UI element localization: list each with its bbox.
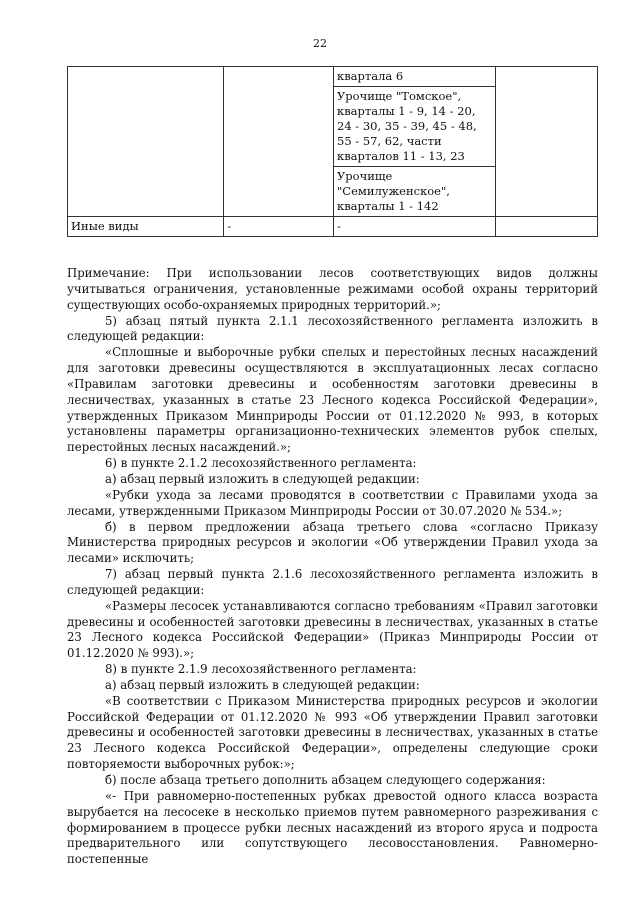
table-cell: Урочище "Томское", кварталы 1 - 9, 14 - 20, 24 - 30, 35 - 39, 45 - 48, 55 - 57, 62, части кварталов 11 - 13, 23	[334, 87, 496, 167]
table-cell: квартала 6	[334, 67, 496, 87]
note-paragraph: Примечание: При использовании лесов соответствующих видов должны учитываться ограничения, установленные режимами особой охраны территорий существующих особо-охраняемых природных территорий.»;	[67, 266, 598, 312]
document-body	[67, 266, 598, 868]
quoted-paragraph: «Рубки ухода за лесами проводятся в соответствии с Правилами ухода за лесами, утвержденными Приказом Минприроды России от 30.07.2020 № 534.»;	[67, 487, 598, 518]
paragraph: а) абзац первый изложить в следующей редакции:	[105, 677, 420, 692]
table-cell: -	[224, 217, 334, 237]
table-cell: -	[334, 217, 496, 237]
quoted-paragraph: «- При равномерно-постепенных рубках древостой одного класса возраста вырубается на лесосеке в несколько приемов путем равномерного разреживания с формированием в процессе рубки лесных насаждений из второго яруса и подроста предварительного или сопутствующего лесовосстановления. Равномерно-постепенные	[67, 788, 598, 867]
paragraph: 7) абзац первый пункта 2.1.6 лесохозяйственного регламента изложить в следующей редакции:	[67, 567, 598, 597]
table-cell: Иные виды	[68, 217, 224, 237]
paragraph: 5) абзац пятый пункта 2.1.1 лесохозяйственного регламента изложить в следующей редакции:	[67, 313, 598, 344]
paragraph: б) после абзаца третьего дополнить абзацем следующего содержания:	[105, 773, 546, 787]
quoted-paragraph: «Размеры лесосек устанавливаются согласно требованиям «Правил заготовки древесины и особенностей заготовки древесины в лесничествах, указанных в статье 23 Лесного кодекса Российской Федерации» (Приказ Минприроды России от 01.12.2020 № 993).»;	[67, 598, 598, 661]
quoted-paragraph: «В соответствии с Приказом Министерства природных ресурсов и экологии Российской Федерации от 01.12.2020 № 993 «Об утверждении Правил заготовки древесины и особенностей заготовки древесины в лесничествах, указанных в статье 23 Лесного кодекса Российской Федерации», определены следующие сроки повторяемости выборочных рубок:»;	[67, 693, 598, 772]
paragraph: б) в первом предложении абзаца третьего слова «согласно Приказу Министерства природных ресурсов и экологии «Об утверждении Правил ухода за лесами» исключить;	[67, 519, 598, 566]
table-cell	[68, 67, 224, 217]
table-row	[68, 217, 598, 237]
page-number: 22	[313, 37, 327, 50]
paragraph: а) абзац первый изложить в следующей редакции:	[105, 471, 420, 486]
table-cell	[496, 67, 598, 217]
quoted-paragraph: «Сплошные и выборочные рубки спелых и перестойных лесных насаждений для заготовки древесины осуществляются в эксплуатационных лесах согласно «Правилам заготовки древесины и особенностям заготовки древесины в лесничествах, указанных в статье 23 Лесного кодекса Российской Федерации», утвержденных Приказом Минприроды России от 01.12.2020 № 993, в которых установлены параметры организационно-технических элементов рубок спелых, перестойных лесных насаждений.»;	[67, 345, 598, 455]
table-cell	[496, 217, 598, 237]
table-row	[68, 67, 598, 87]
paragraph: 6) в пункте 2.1.2 лесохозяйственного регламента:	[105, 456, 417, 471]
table-cell: Урочище "Семилуженское", кварталы 1 - 142	[334, 167, 496, 217]
continuation-table	[67, 66, 598, 237]
table-cell	[224, 67, 334, 217]
paragraph: 8) в пункте 2.1.9 лесохозяйственного регламента:	[105, 662, 417, 677]
